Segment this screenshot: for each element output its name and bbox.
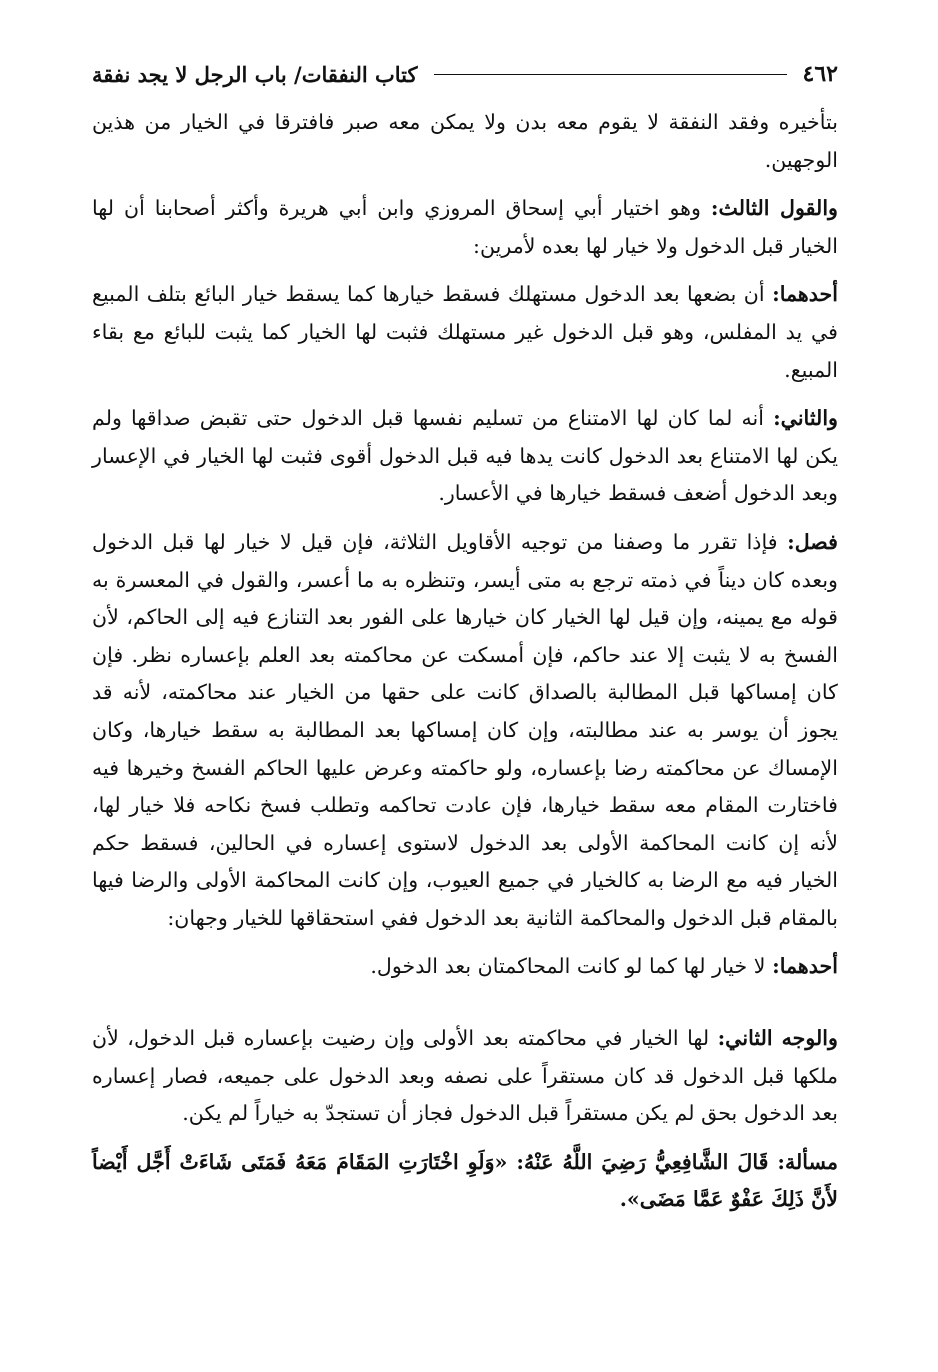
- paragraph-heading: أحدهما:: [772, 282, 838, 307]
- paragraph-text: فإذا تقرر ما وصفنا من توجيه الأقاويل الثلاثة، فإن قيل لا خيار لها قبل الدخول وبعده كان ديناً في ذمته ترجع به متى أيسر، وتنظره به ما أعسر، والقول في المعسرة به قوله مع يمينه، وإن قيل لها الخيار كان خيارها على الفور بعد التنازع فيه إلى الحاكم، لأن الفسخ به لا يثبت إلا عند حاكم، فإن أمسكت عن محاكمته بعد العلم بإعساره نظر. فإن كان إمساكها قبل المطالبة بالصداق كانت على حقها من الخيار عند محاكمته، لأنه قد يجوز أن يوسر به عند مطالبته، وإن كان إمساكها بعد المطالبة به سقط خيارها، وكان الإمساك عن محاكمته رضا بإعساره، ولو حاكمته وعرض عليها الحاكم الفسخ وخيرها فيه فاختارت المقام معه سقط خيارها، فإن عادت تحاكمه وتطلب فسخ نكاحه فلا خيار لها، لأنه إن كانت المحاكمة الأولى بعد الدخول لاستوى إعساره في الحالين، فسقط حكم الخيار فيه مع الرضا به كالخيار في جميع العيوب، وإن كانت المحاكمة الأولى والرضا فيها بالمقام قبل الدخول والمحاكمة الثانية بعد الدخول ففي استحقاقها للخيار وجهان:: [92, 529, 838, 930]
- paragraph-heading: والقول الثالث:: [710, 196, 838, 221]
- page-header: [92, 54, 838, 94]
- paragraph-first-reason: [92, 276, 838, 389]
- paragraph-second-view: [92, 1020, 838, 1133]
- running-title: كتاب النفقات/ باب الرجل لا يجد نفقة: [92, 61, 418, 87]
- masala-quote: «وَلَوِ اخْتَارَتِ المَقَامَ مَعَهُ فَمَتَى شَاءَتْ أَجَّل أَيْضاً لأَنَّ ذَلِكَ عَفْوٌ عَمَّا مَضَى».: [92, 1149, 838, 1212]
- masala-speaker: قَالَ الشَّافِعِيُّ رَضِيَ اللَّهُ عَنْهُ:: [507, 1149, 778, 1174]
- paragraph-second-reason: [92, 400, 838, 513]
- paragraph-section: [92, 524, 838, 938]
- paragraph-heading: أحدهما:: [772, 954, 838, 979]
- page-body: [92, 104, 838, 1230]
- paragraph-text: لا خيار لها كما لو كانت المحاكمتان بعد الدخول.: [370, 954, 773, 979]
- paragraph-third-opinion: [92, 190, 838, 265]
- paragraph-text: أن بضعها بعد الدخول مستهلك فسقط خيارها كما يسقط خيار البائع بتلف المبيع في يد المفلس، وهو قبل الدخول غير مستهلك فثبت لها الخيار كما يثبت للبائع مع بقاء المبيع.: [92, 282, 838, 382]
- paragraph-text: أنه لما كان لها الامتناع من تسليم نفسها قبل الدخول حتى تقبض صداقها ولم يكن لها الامتناع بعد الدخول كانت يدها فيه قبل الدخول أقوى فثبت لها الخيار في الإعسار وبعد الدخول أضعف فسقط خيارها في الأعسار.: [92, 406, 838, 506]
- paragraph-heading: والثاني:: [773, 406, 838, 431]
- paragraph-text: وهو اختيار أبي إسحاق المروزي وابن أبي هريرة وأكثر أصحابنا أن لها الخيار قبل الدخول ولا خيار لها بعده لأمرين:: [92, 196, 838, 258]
- paragraph-heading: مسألة:: [777, 1149, 838, 1174]
- header-rule: [434, 74, 787, 75]
- paragraph-heading: والوجه الثاني:: [717, 1026, 838, 1051]
- paragraph-text: بتأخيره وفقد النفقة لا يقوم معه بدن ولا يمكن معه صبر فافترقا في الخيار من هذين الوجهين.: [92, 110, 838, 172]
- paragraph-text: لها الخيار في محاكمته بعد الأولى وإن رضيت بإعساره قبل الدخول، لأن ملكها قبل الدخول قد كان مستقراً على نصفه وبعد الدخول على جميعه، فصار إعساره بعد الدخول بحق لم يكن مستقراً قبل الدخول فجاز أن تستجدّ به خياراً لم يكن.: [92, 1026, 838, 1126]
- page-number: ٤٦٢: [802, 61, 838, 87]
- paragraph-first-view: [92, 948, 838, 986]
- paragraph-heading: فصل:: [787, 529, 838, 554]
- paragraph-continuation: [92, 104, 838, 179]
- paragraph-masala: [92, 1144, 838, 1219]
